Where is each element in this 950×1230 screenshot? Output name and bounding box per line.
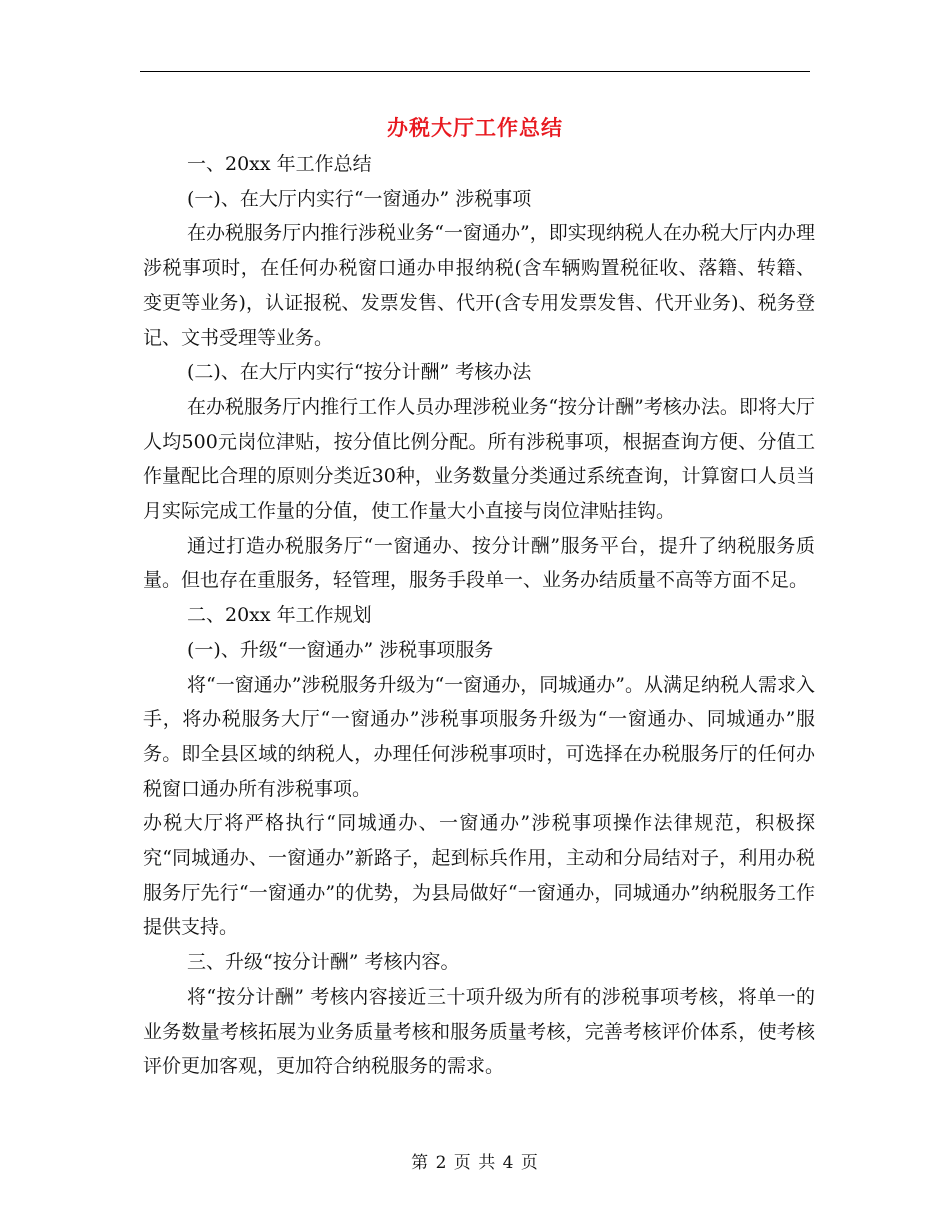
paragraph: 在办税服务厅内推行工作人员办理涉税业务“按分计酬”考核办法。即将大厅人均500元岗位津贴，按分值比例分配。所有涉税事项，根据查询方便、分值工作量配比合理的原则分类近30种，业务数量分类通过系统查询，计算窗口人员当月实际完成工作量的分值，使工作量大小直接与岗位津贴挂钩。	[143, 395, 815, 523]
subheading-1-2: (二)、在大厅内实行“按分计酬” 考核办法	[187, 361, 532, 384]
paragraph: 通过打造办税服务厅“一窗通办、按分计酬”服务平台，提升了纳税服务质量。但也存在重服务，轻管理，服务手段单一、业务办结质量不高等方面不足。	[143, 534, 815, 592]
paragraph: 办税大厅将严格执行“同城通办、一窗通办”涉税事项操作法律规范，积极探究“同城通办、一窗通办”新路子，起到标兵作用，主动和分局结对子，利用办税服务厅先行“一窗通办”的优势，为县局做好“一窗通办，同城通办”纳税服务工作提供支持。	[143, 812, 815, 939]
heading-3: 三、升级“按分计酬” 考核内容。	[187, 951, 460, 974]
header-rule	[140, 71, 810, 72]
heading-2: 二、20xx 年工作规划	[187, 604, 372, 627]
heading-1: 一、20xx 年工作总结	[187, 153, 372, 175]
subheading-2-1: (一)、升级“一窗通办” 涉税事项服务	[187, 638, 494, 661]
page-number: 第 2 页 共 4 页	[411, 1153, 539, 1173]
paragraph: 在办税服务厅内推行涉税业务“一窗通办”，即实现纳税人在办税大厅内办理涉税事项时，在任何办税窗口通办申报纳税(含车辆购置税征收、落籍、转籍、变更等业务)，认证报税、发票发售、代开(含专用发票发售、代开业务)、税务登记、文书受理等业务。	[143, 222, 815, 349]
document-body	[143, 147, 815, 1084]
document-title: 办税大厅工作总结	[387, 115, 563, 140]
paragraph: 将“一窗通办”涉税服务升级为“一窗通办，同城通办”。从满足纳税人需求入手，将办税服务大厅“一窗通办”涉税事项服务升级为“一窗通办、同城通办”服务。即全县区域的纳税人，办理任何涉税事项时，可选择在办税服务厅的任何办税窗口通办所有涉税事项。	[143, 673, 815, 800]
paragraph: 将“按分计酬” 考核内容接近三十项升级为所有的涉税事项考核，将单一的业务数量考核拓展为业务质量考核和服务质量考核，完善考核评价体系，使考核评价更加客观，更加符合纳税服务的需求。	[143, 985, 815, 1078]
subheading-1-1: (一)、在大厅内实行“一窗通办” 涉税事项	[187, 187, 532, 210]
